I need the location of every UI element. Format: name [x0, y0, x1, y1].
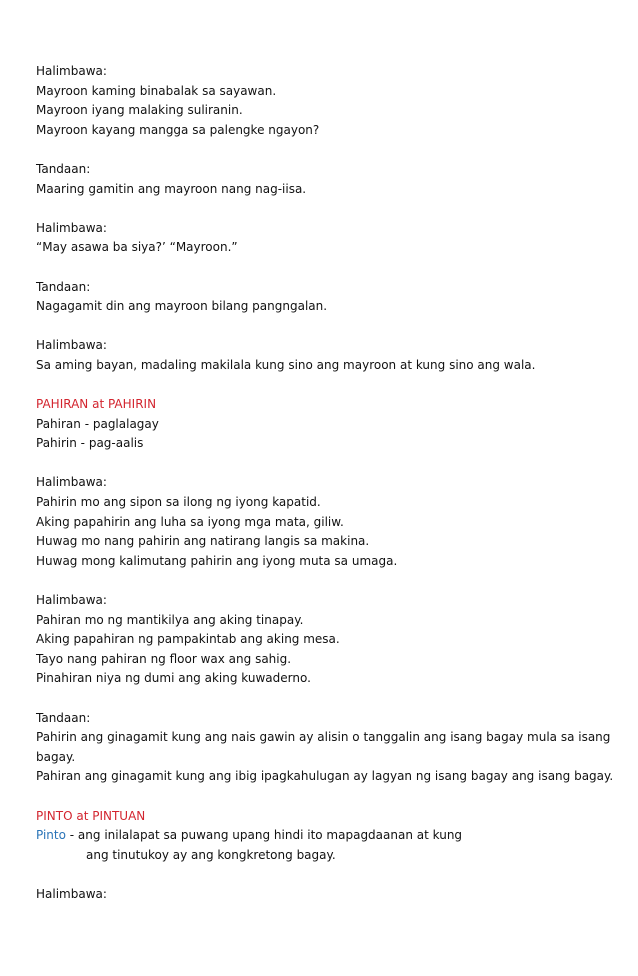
- blank-line: [36, 140, 616, 160]
- example-sentence: Pinahiran niya ng dumi ang aking kuwaderno.: [36, 671, 311, 686]
- note-label: Tandaan:: [36, 161, 91, 176]
- definition-line: Pahirin - pag-aalis: [36, 436, 144, 451]
- blank-line: [36, 258, 616, 278]
- document-body: [36, 62, 616, 905]
- blank-line: [36, 317, 616, 337]
- definition-line: Pahiran - paglalagay: [36, 416, 159, 431]
- example-label: Halimbawa:: [36, 475, 107, 490]
- note-text: Maaring gamitin ang mayroon nang nag-iisa.: [36, 181, 307, 196]
- blank-line: [36, 571, 616, 591]
- example-label: Halimbawa:: [36, 886, 107, 901]
- example-sentence: “May asawa ba siya?’ “Mayroon.”: [36, 240, 238, 255]
- example-label: Halimbawa:: [36, 64, 107, 78]
- blank-line: [36, 454, 616, 474]
- definition-text: - ang inilalapat sa puwang upang hindi ito mapagdaanan at kung: [65, 828, 463, 843]
- example-sentence: Huwag mong kalimutang pahirin ang iyong muta sa umaga.: [36, 553, 398, 568]
- example-sentence: Pahirin mo ang sipon sa ilong ng iyong kapatid.: [36, 495, 321, 510]
- note-label: Tandaan:: [36, 279, 91, 294]
- term-pinto: Pinto: [36, 828, 66, 843]
- example-sentence: Aking papahirin ang luha sa iyong mga mata, giliw.: [36, 514, 344, 529]
- example-sentence: Aking papahiran ng pampakintab ang aking mesa.: [36, 632, 340, 647]
- note-text: bagay.: [36, 749, 76, 764]
- example-sentence: Tayo nang pahiran ng floor wax ang sahig.: [36, 651, 292, 666]
- example-label: Halimbawa:: [36, 593, 107, 608]
- example-sentence: Mayroon iyang malaking suliranin.: [36, 103, 243, 118]
- example-label: Halimbawa:: [36, 338, 107, 353]
- example-sentence: Huwag mo nang pahirin ang natirang langis sa makina.: [36, 534, 370, 549]
- definition-continuation: ang tinutukoy ay ang kongkretong bagay.: [86, 847, 336, 862]
- definition-line-pinto: [36, 826, 616, 846]
- note-text: Pahiran ang ginagamit kung ang ibig ipagkahulugan ay lagyan ng isang bagay ang isang bagay.: [36, 769, 614, 784]
- blank-line: [36, 787, 616, 807]
- example-sentence: Pahiran mo ng mantikilya ang aking tinapay.: [36, 612, 304, 627]
- section-heading-pinto: PINTO at PINTUAN: [36, 808, 146, 823]
- section-heading-pahiran: PAHIRAN at PAHIRIN: [36, 397, 157, 412]
- note-text: Nagagamit din ang mayroon bilang pangngalan.: [36, 299, 328, 314]
- note-text: Pahirin ang ginagamit kung ang nais gawin ay alisin o tanggalin ang isang bagay mula sa isang: [36, 730, 611, 745]
- example-label: Halimbawa:: [36, 220, 107, 235]
- blank-line: [36, 199, 616, 219]
- blank-line: [36, 689, 616, 709]
- blank-line: [36, 376, 616, 396]
- example-sentence: Mayroon kayang mangga sa palengke ngayon?: [36, 122, 320, 137]
- note-label: Tandaan:: [36, 710, 91, 725]
- example-sentence: Mayroon kaming binabalak sa sayawan.: [36, 83, 277, 98]
- example-sentence: Sa aming bayan, madaling makilala kung sino ang mayroon at kung sino ang wala.: [36, 357, 536, 372]
- blank-line: [36, 865, 616, 885]
